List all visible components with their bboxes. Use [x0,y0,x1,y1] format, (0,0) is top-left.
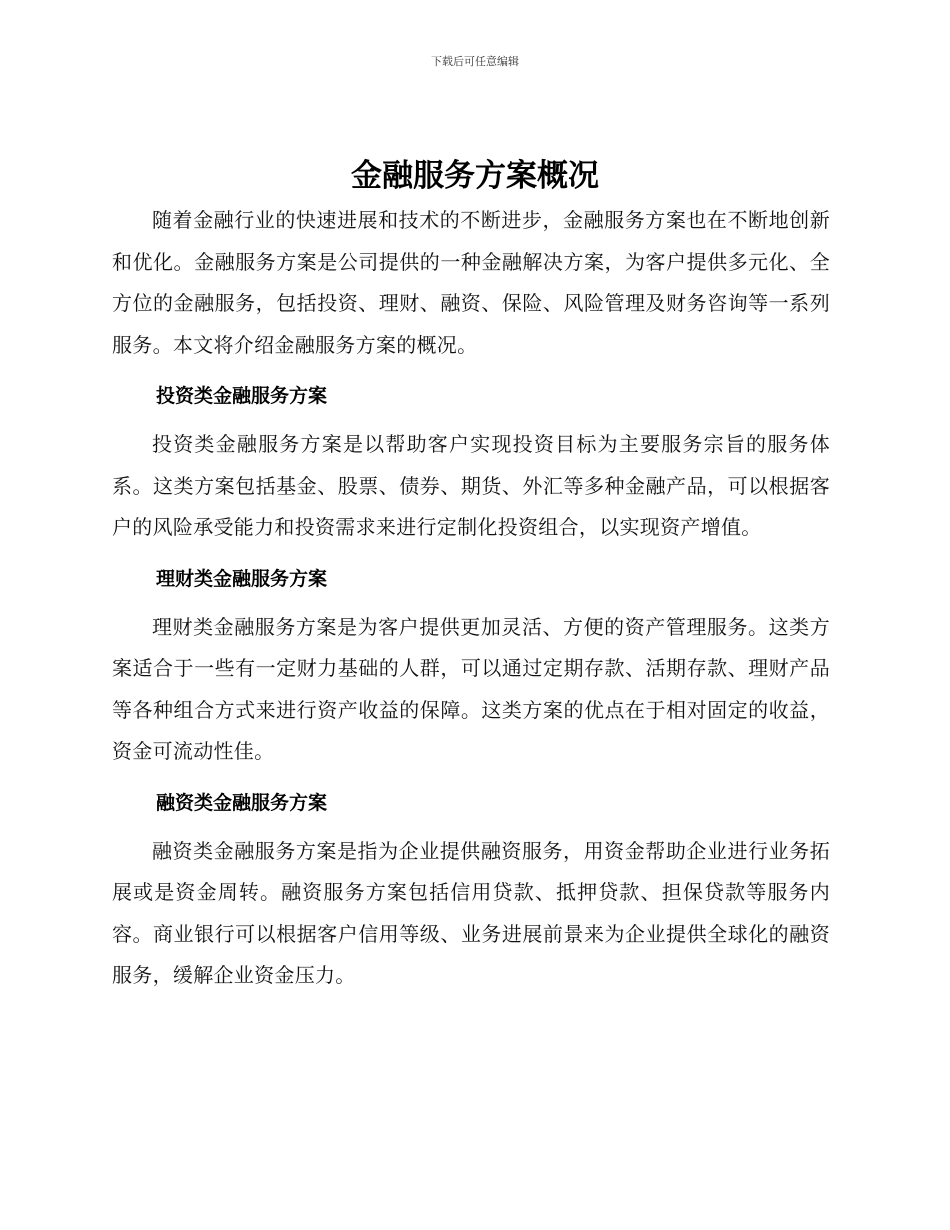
document-body [112,200,830,997]
section-body-financing: 融资类金融服务方案是指为企业提供融资服务，用资金帮助企业进行业务拓展或是资金周转。融资服务方案包括信用贷款、抵押贷款、担保贷款等服务内容。商业银行可以根据客户信用等级、业务进展前景来为企业提供全球化的融资服务，缓解企业资金压力。 [112,838,830,987]
section-heading-financing: 融资类金融服务方案 [156,791,328,814]
document-title: 金融服务方案概况 [351,158,599,194]
section-body-wealth-management: 理财类金融服务方案是为客户提供更加灵活、方便的资产管理服务。这类方案适合于一些有一定财力基础的人群，可以通过定期存款、活期存款、理财产品等各种组合方式来进行资产收益的保障。这类方案的优点在于相对固定的收益，资金可流动性佳。 [112,614,830,763]
section-heading-investment: 投资类金融服务方案 [156,385,328,407]
section-body-investment: 投资类金融服务方案是以帮助客户实现投资目标为主要服务宗旨的服务体系。这类方案包括基金、股票、债券、期货、外汇等多种金融产品，可以根据客户的风险承受能力和投资需求来进行定制化投资组合，以实现资产增值。 [112,432,830,539]
page-header: 下载后可任意编辑 [431,55,519,68]
intro-paragraph: 随着金融行业的快速进展和技术的不断进步，金融服务方案也在不断地创新和优化。金融服务方案是公司提供的一种金融解决方案，为客户提供多元化、全方位的金融服务，包括投资、理财、融资、保险、风险管理及财务咨询等一系列服务。本文将介绍金融服务方案的概况。 [112,208,830,357]
section-heading-wealth-management: 理财类金融服务方案 [156,567,328,590]
